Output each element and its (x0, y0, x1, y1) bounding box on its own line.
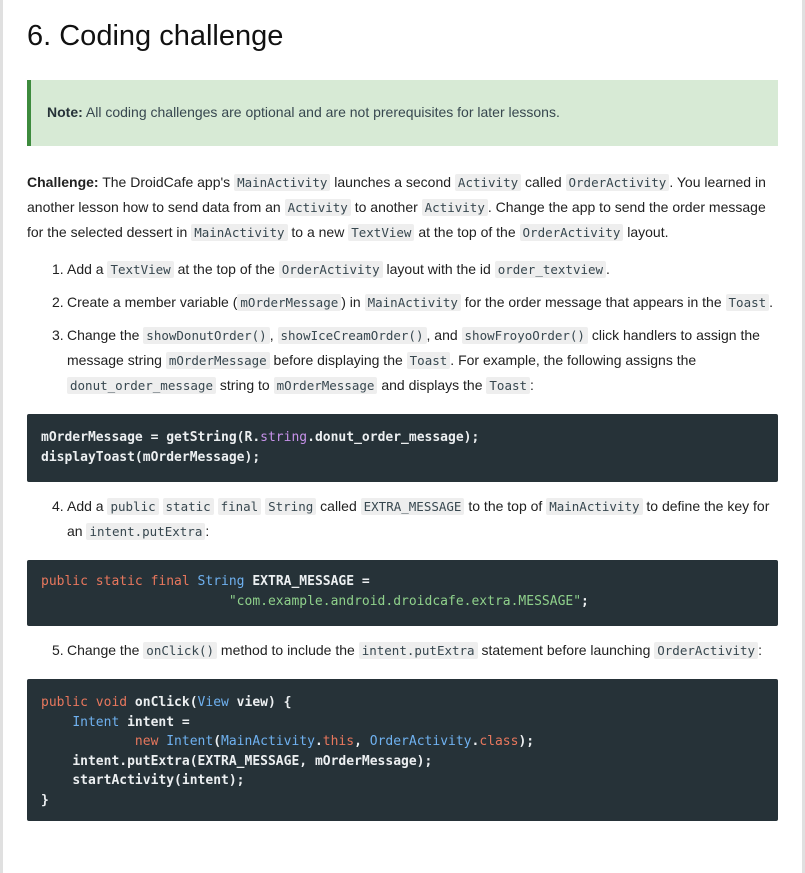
inline-code: EXTRA_MESSAGE (361, 498, 465, 515)
text: before displaying the (269, 352, 407, 368)
inline-code: OrderActivity (566, 174, 670, 191)
inline-code: MainActivity (191, 224, 287, 241)
text: for the order message that appears in the (460, 294, 726, 310)
inline-code: showDonutOrder() (143, 327, 269, 344)
code-text: intent.putExtra(EXTRA_MESSAGE, mOrderMessage); (72, 753, 433, 769)
inline-code: onClick() (143, 642, 217, 659)
code-type: View (197, 695, 229, 710)
inline-code: static (163, 498, 214, 515)
code-block-onclick (27, 679, 778, 821)
text: , (269, 327, 278, 343)
challenge-paragraph (27, 170, 778, 245)
code-text: startActivity(intent); (72, 773, 245, 788)
text: Create a member variable ( (67, 294, 238, 310)
inline-code: String (265, 498, 316, 515)
inline-code: intent.putExtra (359, 642, 478, 659)
code-string: "com.example.android.droidcafe.extra.MESSAGE" (228, 593, 582, 609)
text: The DroidCafe app's (98, 174, 235, 190)
code-text: view) { (228, 695, 292, 710)
code-type: MainActivity (221, 734, 315, 749)
text (159, 498, 163, 514)
text: Change the (67, 642, 144, 658)
text: to the top of (464, 498, 547, 514)
inline-code: showIceCreamOrder() (278, 327, 427, 344)
inline-code: mOrderMessage (274, 377, 378, 394)
text: ) in (341, 294, 365, 310)
inline-code: order_textview (495, 261, 606, 278)
text: at the top of the (173, 261, 279, 277)
step-number: 3. (52, 327, 64, 343)
code-text: , (354, 734, 370, 749)
code-block-extra-message (27, 560, 778, 626)
code-type: String (197, 574, 245, 589)
list-item (27, 323, 778, 398)
text: launches a second (330, 174, 455, 190)
code-text: . (471, 734, 480, 749)
list-item (27, 290, 778, 315)
text (214, 498, 218, 514)
step-number: 2. (52, 294, 64, 310)
steps-list-c (27, 638, 778, 663)
note-text: All coding challenges are optional and are not prerequisites for later lessons. (82, 104, 560, 120)
inline-code: OrderActivity (279, 261, 383, 278)
code-text: .donut_order_message); (307, 430, 480, 445)
text: Add a (67, 261, 108, 277)
inline-code: Activity (285, 199, 351, 216)
code-text: EXTRA_MESSAGE = (244, 574, 370, 589)
text: layout. (623, 224, 669, 240)
code-text: displayToast(mOrderMessage); (41, 449, 261, 465)
text: . You learned in another lesson how to send data from an (27, 174, 766, 215)
code-keyword: class (479, 734, 519, 749)
note-label: Note: (47, 104, 83, 120)
step-number: 5. (52, 642, 64, 658)
inline-code: intent.putExtra (86, 523, 205, 540)
code-text: mOrderMessage = getString(R. (41, 430, 261, 445)
code-text: } (41, 792, 49, 808)
code-keyword: public void (41, 695, 128, 710)
text: : (205, 523, 210, 539)
text: Change the (67, 327, 144, 343)
inline-code: TextView (348, 224, 414, 241)
inline-code: MainActivity (234, 174, 330, 191)
inline-code: Activity (455, 174, 521, 191)
inline-code: mOrderMessage (166, 352, 270, 369)
code-keyword: new (134, 734, 159, 749)
code-text: onClick( (127, 695, 198, 710)
inline-code: mOrderMessage (237, 294, 341, 311)
text: statement before launching (477, 642, 655, 658)
text: layout with the id (382, 261, 495, 277)
text: : (758, 642, 762, 658)
text: click handlers to assign the message string (67, 327, 760, 368)
list-item (27, 494, 778, 544)
inline-code: Activity (422, 199, 488, 216)
text: method to include the (217, 642, 359, 658)
code-text: string (260, 430, 308, 445)
list-item (27, 638, 778, 663)
code-keyword: this (322, 734, 355, 749)
text: to a new (287, 224, 349, 240)
code-text: . (314, 734, 323, 749)
inline-code: Toast (486, 377, 530, 394)
list-item (27, 257, 778, 282)
text: Add a (67, 498, 108, 514)
inline-code: Toast (726, 294, 770, 311)
inline-code: OrderActivity (520, 224, 624, 241)
text: . (606, 261, 610, 277)
inline-code: public (107, 498, 158, 515)
inline-code: showFroyoOrder() (462, 327, 588, 344)
text: , and (426, 327, 462, 343)
text: . Change the app to send the order message for the selected dessert in (27, 199, 766, 240)
code-keyword: public static final (41, 574, 190, 589)
step-number: 4. (52, 498, 64, 514)
inline-code: final (218, 498, 262, 515)
text: called (521, 174, 566, 190)
inline-code: donut_order_message (67, 377, 216, 394)
inline-code: OrderActivity (654, 642, 758, 659)
text: at the top of the (414, 224, 520, 240)
code-type: Intent (72, 714, 120, 730)
steps-list-b (27, 494, 778, 544)
text: to another (350, 199, 422, 215)
inline-code: Toast (407, 352, 451, 369)
text: . For example, the following assigns the (450, 352, 697, 368)
code-text: intent = (119, 714, 190, 730)
text: called (316, 498, 361, 514)
inline-code: MainActivity (365, 294, 461, 311)
code-text: ); (518, 734, 535, 749)
code-block-toast (27, 414, 778, 482)
step-number: 1. (52, 261, 64, 277)
steps-list-a (27, 257, 778, 398)
challenge-label: Challenge: (27, 174, 99, 190)
inline-code: MainActivity (546, 498, 642, 515)
section-heading: 6. Coding challenge (27, 20, 284, 52)
code-type: OrderActivity (369, 734, 472, 749)
inline-code: TextView (107, 261, 173, 278)
note-callout (27, 80, 778, 146)
text: string to (216, 377, 274, 393)
code-text: ( (213, 734, 222, 749)
text: to define the key for an (67, 498, 770, 539)
text: . (769, 294, 774, 310)
text: and displays the (377, 377, 487, 393)
code-text: ; (581, 593, 589, 609)
code-type: Intent (166, 734, 214, 749)
text: : (530, 377, 534, 393)
